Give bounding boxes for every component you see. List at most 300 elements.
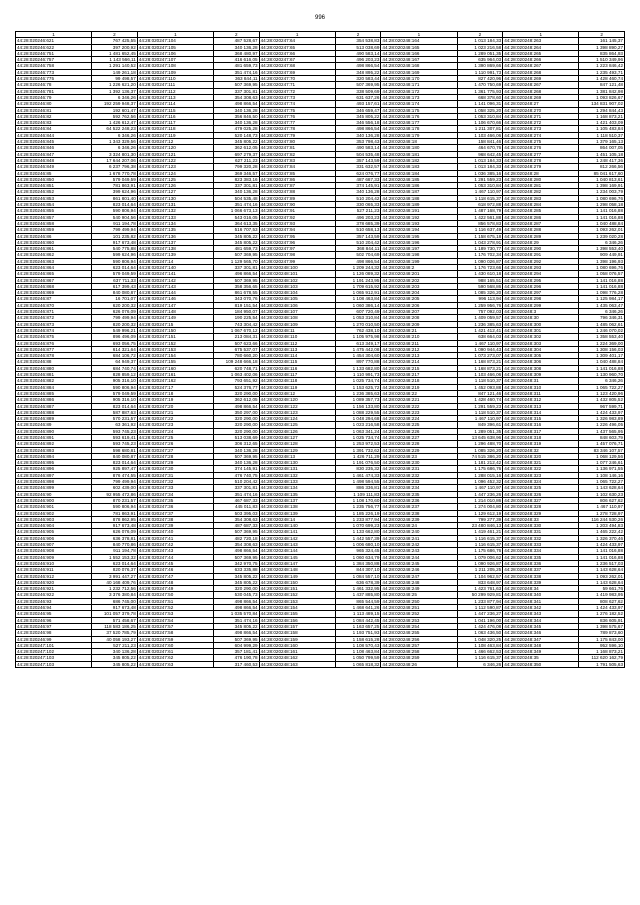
cadastral-value-cell: 1 077 246,61 xyxy=(579,460,625,466)
cadastral-number-cell: 44:28:020248:159 xyxy=(259,636,335,642)
cadastral-number-cell: 44:28:020248:134 xyxy=(259,485,335,491)
cadastral-value-cell: 1 093 262,01 xyxy=(579,573,625,579)
cadastral-number-cell: 44:28:020246:873 xyxy=(16,321,92,327)
cadastral-number-cell: 44:28:020247:32 xyxy=(137,479,213,485)
cadastral-value-cell: 118 583 186,25 xyxy=(92,623,138,629)
cadastral-number-cell: 44:28:020248:243 xyxy=(381,548,457,554)
cadastral-number-cell: 44:28:020248:213 xyxy=(381,353,457,359)
cadastral-number-cell: 44:28:020246:867 xyxy=(16,277,92,283)
cadastral-number-cell: 44:28:020248:160 xyxy=(259,642,335,648)
cadastral-value-cell: 1 113 489,15 xyxy=(335,611,381,617)
cadastral-value-cell: 1 428 460,74 xyxy=(457,397,503,403)
cadastral-number-cell: 44:28:020247:28 xyxy=(137,453,213,459)
cadastral-value-cell: 1 109 111,83 xyxy=(335,491,381,497)
cadastral-value-cell: 684 740,74 xyxy=(92,365,138,371)
cadastral-number-cell: 44:28:020248:144 xyxy=(259,548,335,554)
cadastral-value-cell: 590 806,94 xyxy=(92,258,138,264)
cadastral-number-cell: 44:28:020246:852 xyxy=(16,189,92,195)
cadastral-value-cell: 493 157,61 xyxy=(335,101,381,107)
cadastral-value-cell: 1 141 016,88 xyxy=(579,214,625,220)
cadastral-number-cell: 44:28:020246:850 xyxy=(16,176,92,182)
cadastral-number-cell: 44:28:020248:221 xyxy=(381,397,457,403)
cadastral-value-cell: 345 805,22 xyxy=(335,113,381,119)
cadastral-number-cell: 44:28:020247:135 xyxy=(137,227,213,233)
cadastral-number-cell: 44:28:020248:29 xyxy=(503,239,579,245)
cadastral-number-cell: 44:28:020247:87 xyxy=(259,183,335,189)
cadastral-number-cell: 44:28:020248:110 xyxy=(259,334,335,340)
cadastral-value-cell: 1 023 216,58 xyxy=(335,422,381,428)
cadastral-value-cell: 1 390 869,66 xyxy=(457,63,503,69)
cadastral-number-cell: 44:28:020248:252 xyxy=(381,611,457,617)
cadastral-value-cell: 849 396,61 xyxy=(457,422,503,428)
cadastral-number-cell: 44:28:020247:19 xyxy=(137,397,213,403)
cadastral-number-cell: 44:28:020248:239 xyxy=(381,516,457,522)
cadastral-number-cell: 44:28:020247:82 xyxy=(259,151,335,157)
cadastral-value-cell: 353 798,43 xyxy=(335,139,381,145)
cadastral-number-cell: 44:28:020247:76 xyxy=(259,113,335,119)
cadastral-value-cell: 1 211 205,25 xyxy=(457,567,503,573)
cadastral-number-cell: 44:28:020247:118 xyxy=(137,126,213,132)
cadastral-number-cell: 44:28:020247:120 xyxy=(137,145,213,151)
cadastral-number-cell: 44:28:020248:244 xyxy=(381,554,457,560)
cadastral-number-cell: 44:28:020247:160 xyxy=(137,365,213,371)
cadastral-number-cell: 44:28:020247:23 xyxy=(137,422,213,428)
cadastral-value-cell: 63 361,92 xyxy=(92,422,138,428)
cadastral-number-cell: 44:28:020247:35 xyxy=(137,497,213,503)
cadastral-value-cell: 40 168 409,76 xyxy=(92,579,138,585)
cadastral-number-cell: 44:28:020247:86 xyxy=(259,176,335,182)
cadastral-value-cell: 149 261,18 xyxy=(92,69,138,75)
cadastral-number-cell: 44:28:020248:333 xyxy=(503,542,579,548)
cadastral-value-cell: 1 467 110,97 xyxy=(457,416,503,422)
cadastral-number-cell: 44:28:020248:253 xyxy=(381,617,457,623)
cadastral-number-cell: 44:28:020247:14 xyxy=(137,258,213,264)
cadastral-number-cell: 44:28:020247:59 xyxy=(137,636,213,642)
cadastral-number-cell: 44:28:020248:209 xyxy=(381,321,457,327)
cadastral-value-cell: 1 085 326,20 xyxy=(457,290,503,296)
cadastral-value-cell: 1 447 236,26 xyxy=(457,491,503,497)
cadastral-number-cell: 44:28:020246:881 xyxy=(16,372,92,378)
cadastral-number-cell: 44:28:020248:125 xyxy=(259,422,335,428)
cadastral-value-cell: 74 515 386,20 xyxy=(457,453,503,459)
cadastral-value-cell: 602 439,00 xyxy=(92,485,138,491)
cadastral-number-cell: 44:28:020248:210 xyxy=(381,334,457,340)
cadastral-number-cell: 44:28:020248:238 xyxy=(381,510,457,516)
cadastral-number-cell: 44:28:020247:24 xyxy=(137,428,213,434)
cadastral-value-cell: 1 308 156,03 xyxy=(579,346,625,352)
cadastral-value-cell: 1 043 278,91 xyxy=(457,239,503,245)
cadastral-value-cell: 1 096 452,32 xyxy=(457,479,503,485)
cadastral-value-cell: 1 392 136,37 xyxy=(92,88,138,94)
cadastral-number-cell: 44:28:020246:96 xyxy=(16,617,92,623)
cadastral-value-cell: 1 089 357,73 xyxy=(335,397,381,403)
cadastral-value-cell: 1 065 722,27 xyxy=(579,384,625,390)
cadastral-value-cell: 351 474,16 xyxy=(213,491,259,497)
cadastral-value-cell: 1 398 169,91 xyxy=(579,183,625,189)
cadastral-number-cell: 44:28:020248:349 xyxy=(503,649,579,655)
cadastral-value-cell: 968 642,45 xyxy=(457,151,503,157)
cadastral-value-cell: 1 424 476,08 xyxy=(457,623,503,629)
cadastral-number-cell: 44:28:020248:271 xyxy=(503,113,579,119)
cadastral-number-cell: 44:28:020248:232 xyxy=(381,472,457,478)
cadastral-number-cell: 44:28:020248:22 xyxy=(381,390,457,396)
cadastral-number-cell: 44:28:020247:52 xyxy=(137,605,213,611)
cadastral-number-cell: 44:28:020247:110 xyxy=(137,76,213,82)
cadastral-value-cell: 510 204,42 xyxy=(335,239,381,245)
cadastral-number-cell: 44:28:020248:156 xyxy=(259,617,335,623)
cadastral-number-cell: 44:28:020246:901 xyxy=(16,504,92,510)
column-header: 1 xyxy=(259,32,335,38)
cadastral-value-cell: 504 535,48 xyxy=(335,151,381,157)
cadastral-value-cell: 368 844,11 xyxy=(335,246,381,252)
cadastral-value-cell: 1 108 463,84 xyxy=(457,642,503,648)
cadastral-value-cell: 1 454 304,60 xyxy=(335,353,381,359)
cadastral-value-cell: 1 025 734,74 xyxy=(335,435,381,441)
cadastral-number-cell: 44:28:020248:302 xyxy=(503,334,579,340)
cadastral-number-cell: 44:28:020247:57 xyxy=(137,623,213,629)
cadastral-value-cell: 498 866,54 xyxy=(213,605,259,611)
cadastral-number-cell: 44:28:020247:54 xyxy=(137,617,213,623)
cadastral-value-cell: 1 379 165,13 xyxy=(579,139,625,145)
cadastral-number-cell: 44:28:020248:212 xyxy=(381,346,457,352)
cadastral-number-cell: 44:28:020246:898 xyxy=(16,479,92,485)
cadastral-number-cell: 44:28:020247:103 xyxy=(16,655,92,661)
cadastral-number-cell: 44:28:020247:141 xyxy=(137,271,213,277)
cadastral-number-cell: 44:28:020248:117 xyxy=(259,372,335,378)
cadastral-number-cell: 44:28:020247:53 xyxy=(137,611,213,617)
cadastral-value-cell: 1 226 621,20 xyxy=(92,82,138,88)
cadastral-number-cell: 44:28:020246:95 xyxy=(16,611,92,617)
cadastral-value-cell: 1 435 063,47 xyxy=(579,302,625,308)
cadastral-value-cell: 1 235 756,77 xyxy=(335,504,381,510)
cadastral-number-cell: 44:28:020247:31 xyxy=(137,472,213,478)
cadastral-number-cell: 44:28:020246:81 xyxy=(16,107,92,113)
cadastral-number-cell: 44:28:020248:235 xyxy=(381,491,457,497)
cadastral-value-cell: 1 063 402,06 xyxy=(213,372,259,378)
cadastral-value-cell: 1 067 670,12 xyxy=(213,327,259,333)
cadastral-value-cell: 1 103 466,06 xyxy=(457,372,503,378)
cadastral-value-cell: 1 168 873,21 xyxy=(457,365,503,371)
cadastral-value-cell: 623 014,64 xyxy=(92,560,138,566)
cadastral-number-cell: 44:28:020248:348 xyxy=(503,642,579,648)
cadastral-value-cell: 1 791 505,63 xyxy=(579,661,625,667)
cadastral-number-cell: 44:28:020248:197 xyxy=(381,246,457,252)
cadastral-number-cell: 44:28:020248:305 xyxy=(503,353,579,359)
cadastral-number-cell: 44:28:020247:106 xyxy=(137,50,213,56)
cadastral-value-cell: 1 175 686,76 xyxy=(457,548,503,554)
cadastral-value-cell: 109 248 666,18 xyxy=(213,359,259,365)
cadastral-value-cell: 330 065,33 xyxy=(335,202,381,208)
cadastral-value-cell: 636 378,81 xyxy=(92,535,138,541)
cadastral-value-cell: 530 045,73 xyxy=(213,592,259,598)
cadastral-number-cell: 44:28:020247:38 xyxy=(137,516,213,522)
cadastral-value-cell: 3 991 447,27 xyxy=(92,573,138,579)
cadastral-number-cell: 44:28:020248:32 xyxy=(503,447,579,453)
cadastral-value-cell: 614 321,64 xyxy=(92,346,138,352)
cadastral-number-cell: 44:28:020247:26 xyxy=(137,441,213,447)
cadastral-value-cell: 364 613,35 xyxy=(213,220,259,226)
cadastral-value-cell: 806 627,62 xyxy=(579,497,625,503)
cadastral-value-cell: 909 449,91 xyxy=(579,252,625,258)
cadastral-value-cell: 320 290,00 xyxy=(213,428,259,434)
cadastral-number-cell: 44:28:020247:64 xyxy=(259,38,335,44)
cadastral-number-cell: 44:28:020248:31 xyxy=(503,378,579,384)
cadastral-value-cell: 840 080,87 xyxy=(92,290,138,296)
cadastral-number-cell: 44:28:020248:273 xyxy=(503,126,579,132)
column-header: 2 xyxy=(92,32,138,38)
cadastral-number-cell: 44:28:020248:297 xyxy=(503,290,579,296)
cadastral-value-cell: 808 627,62 xyxy=(579,598,625,604)
cadastral-number-cell: 44:28:020248:25 xyxy=(381,592,457,598)
cadastral-value-cell: 1 288 015,16 xyxy=(457,472,503,478)
cadastral-value-cell: 1 246 070,02 xyxy=(579,327,625,333)
cadastral-value-cell: 1 475 442,08 xyxy=(335,346,381,352)
cadastral-number-cell: 44:28:020248:186 xyxy=(381,183,457,189)
cadastral-value-cell: 1 296 488,70 xyxy=(457,441,503,447)
cadastral-number-cell: 44:28:020248:230 xyxy=(381,460,457,466)
cadastral-number-cell: 44:28:020248:276 xyxy=(503,145,579,151)
cadastral-number-cell: 44:28:020248:167 xyxy=(381,57,457,63)
cadastral-value-cell: 1 118 510,37 xyxy=(457,409,503,415)
cadastral-number-cell: 44:28:020248:327 xyxy=(503,497,579,503)
cadastral-number-cell: 44:28:020248:162 xyxy=(259,655,335,661)
cadastral-value-cell: 340 136,28 xyxy=(213,107,259,113)
cadastral-number-cell: 44:28:020247:63 xyxy=(137,661,213,667)
cadastral-value-cell: 498 866,54 xyxy=(335,63,381,69)
cadastral-number-cell: 44:28:020248:188 xyxy=(381,195,457,201)
cadastral-value-cell: 354 538,83 xyxy=(335,38,381,44)
cadastral-number-cell: 44:28:020246:863 xyxy=(16,258,92,264)
cadastral-number-cell: 44:28:020247:12 xyxy=(137,139,213,145)
cadastral-number-cell: 44:28:020248:281 xyxy=(503,183,579,189)
cadastral-number-cell: 44:28:020246:773 xyxy=(16,69,92,75)
cadastral-number-cell: 44:28:020248:237 xyxy=(381,504,457,510)
cadastral-number-cell: 44:28:020248:202 xyxy=(381,277,457,283)
cadastral-value-cell: 1 361 775,93 xyxy=(457,88,503,94)
cadastral-value-cell: 345 805,22 xyxy=(213,239,259,245)
cadastral-value-cell: 507 369,95 xyxy=(213,82,259,88)
cadastral-value-cell: 1 093 826,67 xyxy=(579,94,625,100)
cadastral-value-cell: 487 528,67 xyxy=(213,38,259,44)
cadastral-number-cell: 44:28:020247:139 xyxy=(137,252,213,258)
cadastral-value-cell: 64 522 248,23 xyxy=(92,126,138,132)
cadastral-number-cell: 44:28:020247:46 xyxy=(137,567,213,573)
cadastral-number-cell: 44:28:020247:133 xyxy=(137,214,213,220)
cadastral-value-cell: 590 568,86 xyxy=(457,283,503,289)
cadastral-number-cell: 44:28:020248:201 xyxy=(381,271,457,277)
cadastral-number-cell: 44:28:020247:88 xyxy=(259,189,335,195)
cadastral-value-cell: 354 308,63 xyxy=(213,542,259,548)
cadastral-number-cell: 44:28:020247:49 xyxy=(137,586,213,592)
cadastral-number-cell: 44:28:020247:41 xyxy=(137,535,213,541)
cadastral-value-cell: 445 011,83 xyxy=(213,504,259,510)
cadastral-number-cell: 44:28:020247:75 xyxy=(259,107,335,113)
cadastral-value-cell: 864 007,05 xyxy=(579,145,625,151)
cadastral-value-cell: 675 537,07 xyxy=(213,346,259,352)
cadastral-number-cell: 44:28:020248:3 xyxy=(503,309,579,315)
cadastral-value-cell: 1 468 641,26 xyxy=(335,605,381,611)
cadastral-value-cell: 340 136,28 xyxy=(213,447,259,453)
cadastral-number-cell: 44:28:020247:99 xyxy=(259,258,335,264)
cadastral-value-cell: 40 058 193,27 xyxy=(92,636,138,642)
cadastral-value-cell: 1 437 565,95 xyxy=(579,428,625,434)
cadastral-number-cell: 44:28:020247:117 xyxy=(137,120,213,126)
cadastral-value-cell: 498 866,54 xyxy=(213,101,259,107)
cadastral-number-cell: 44:28:020248:2 xyxy=(381,264,457,270)
cadastral-value-cell: 184 950,07 xyxy=(213,309,259,315)
cadastral-number-cell: 44:28:020247:153 xyxy=(137,346,213,352)
cadastral-number-cell: 44:28:020246:78 xyxy=(16,82,92,88)
cadastral-value-cell: 1 153 625,72 xyxy=(335,384,381,390)
cadastral-value-cell: 967 599,71 xyxy=(579,403,625,409)
cadastral-number-cell: 44:28:020248:205 xyxy=(381,296,457,302)
cadastral-number-cell: 44:28:020247:43 xyxy=(137,548,213,554)
cadastral-number-cell: 44:28:020247:112 xyxy=(137,88,213,94)
cadastral-value-cell: 617 399,43 xyxy=(92,283,138,289)
cadastral-value-cell: 1 158 615,28 xyxy=(335,636,381,642)
cadastral-value-cell: 911 194,78 xyxy=(92,220,138,226)
column-header: 1 xyxy=(137,32,213,38)
cadastral-value-cell: 1 437 885,80 xyxy=(335,592,381,598)
cadastral-value-cell: 604 999,29 xyxy=(213,642,259,648)
cadastral-value-cell: 345 805,22 xyxy=(92,661,138,667)
cadastral-number-cell: 44:28:020248:225 xyxy=(381,422,457,428)
cadastral-value-cell: 1 090 026,87 xyxy=(457,258,503,264)
column-header: 2 xyxy=(579,32,625,38)
cadastral-value-cell: 1 141 016,88 xyxy=(579,554,625,560)
cadastral-number-cell: 44:28:020248:192 xyxy=(381,214,457,220)
cadastral-number-cell: 44:28:020248:311 xyxy=(503,390,579,396)
cadastral-value-cell: 1 053 310,84 xyxy=(335,315,381,321)
cadastral-value-cell: 1 175 843,00 xyxy=(579,636,625,642)
cadastral-number-cell: 44:28:020248:340 xyxy=(503,592,579,598)
cadastral-value-cell: 487 687,33 xyxy=(335,176,381,182)
cadastral-number-cell: 44:28:020248:108 xyxy=(259,315,335,321)
cadastral-value-cell: 781 863,91 xyxy=(92,510,138,516)
cadastral-value-cell: 507 369,95 xyxy=(213,529,259,535)
cadastral-number-cell: 44:28:020248:13 xyxy=(259,453,335,459)
cadastral-value-cell: 6 346,26 xyxy=(92,94,138,100)
cadastral-value-cell: 799 499,94 xyxy=(92,227,138,233)
cadastral-number-cell: 44:28:020248:24 xyxy=(381,523,457,529)
cadastral-number-cell: 44:28:020248:331 xyxy=(503,529,579,535)
cadastral-number-cell: 44:28:020247:51 xyxy=(137,598,213,604)
cadastral-number-cell: 44:28:020248:229 xyxy=(381,447,457,453)
cadastral-value-cell: 905 316,10 xyxy=(92,378,138,384)
cadastral-number-cell: 44:28:020247:105 xyxy=(137,44,213,50)
cadastral-value-cell: 865 544,59 xyxy=(335,598,381,604)
cadastral-number-cell: 44:28:020247:89 xyxy=(259,195,335,201)
cadastral-value-cell: 540 904,56 xyxy=(92,214,138,220)
cadastral-value-cell: 1 108 170,60 xyxy=(335,497,381,503)
cadastral-value-cell: 340 136,28 xyxy=(92,649,138,655)
cadastral-number-cell: 44:28:020247:67 xyxy=(259,57,335,63)
cadastral-number-cell: 44:28:020248:330 xyxy=(503,523,579,529)
cadastral-number-cell: 44:28:020248:304 xyxy=(503,346,579,352)
cadastral-value-table xyxy=(15,31,625,668)
cadastral-number-cell: 44:28:020247:79 xyxy=(259,132,335,138)
cadastral-value-cell: 213 084,31 xyxy=(213,334,259,340)
cadastral-number-cell: 44:28:020248:258 xyxy=(381,649,457,655)
cadastral-value-cell: 1 104 962,57 xyxy=(457,573,503,579)
cadastral-value-cell: 1 035 570,84 xyxy=(213,611,259,617)
cadastral-number-cell: 44:28:020247:93 xyxy=(259,220,335,226)
cadastral-number-cell: 44:28:020248:292 xyxy=(503,258,579,264)
cadastral-value-cell: 1 289 051,35 xyxy=(457,428,503,434)
cadastral-number-cell: 44:28:020247:155 xyxy=(137,359,213,365)
cadastral-value-cell: 1 428 460,74 xyxy=(579,76,625,82)
cadastral-number-cell: 44:28:020248:151 xyxy=(259,586,335,592)
cadastral-value-cell: 870 231,57 xyxy=(92,497,138,503)
cadastral-value-cell: 1 203 494,83 xyxy=(579,523,625,529)
cadastral-value-cell: 1 467 110,97 xyxy=(457,340,503,346)
cadastral-value-cell: 897 770,88 xyxy=(335,359,381,365)
cadastral-value-cell: 1 419 983,95 xyxy=(579,592,625,598)
cadastral-number-cell: 44:28:020248:35 xyxy=(503,655,579,661)
cadastral-value-cell: 1 048 294,68 xyxy=(335,416,381,422)
cadastral-number-cell: 44:28:020248:290 xyxy=(503,246,579,252)
cadastral-value-cell: 1 510 349,96 xyxy=(579,57,625,63)
cadastral-number-cell: 44:28:020248:12 xyxy=(259,390,335,396)
cadastral-value-cell: 507 369,95 xyxy=(335,82,381,88)
cadastral-value-cell: 1 040 488,84 xyxy=(579,220,625,226)
cadastral-value-cell: 540 775,88 xyxy=(92,246,138,252)
cadastral-number-cell: 44:28:020248:152 xyxy=(259,592,335,598)
cadastral-number-cell: 44:28:020248:168 xyxy=(381,63,457,69)
cadastral-number-cell: 44:28:020248:27 xyxy=(503,101,579,107)
cadastral-value-cell: 490 583,14 xyxy=(335,50,381,56)
cadastral-value-cell: 507 369,95 xyxy=(213,636,259,642)
cadastral-value-cell: 101 235,82 xyxy=(92,233,138,239)
cadastral-value-cell: 37 520 785,79 xyxy=(92,630,138,636)
cadastral-number-cell: 44:28:020248:122 xyxy=(259,403,335,409)
cadastral-value-cell: 1 133 682,80 xyxy=(335,365,381,371)
cadastral-value-cell: 823 014,64 xyxy=(92,202,138,208)
cadastral-number-cell: 44:28:020247:151 xyxy=(137,334,213,340)
cadastral-number-cell: 44:28:020248:126 xyxy=(259,428,335,434)
cadastral-value-cell: 340 136,28 xyxy=(213,44,259,50)
cadastral-value-cell: 1 060 386,14 xyxy=(335,302,381,308)
cadastral-value-cell: 613 349,17 xyxy=(335,340,381,346)
cadastral-value-cell: 64 949,37 xyxy=(92,359,138,365)
cadastral-number-cell: 44:28:020247:27 xyxy=(137,447,213,453)
cadastral-number-cell: 44:28:020246:887 xyxy=(16,403,92,409)
cadastral-number-cell: 44:28:020248:215 xyxy=(381,365,457,371)
cadastral-value-cell: 635 964,03 xyxy=(457,57,503,63)
cadastral-number-cell: 44:28:020246:922 xyxy=(16,592,92,598)
cadastral-number-cell: 44:28:020248:203 xyxy=(381,283,457,289)
cadastral-number-cell: 44:28:020246:84 xyxy=(16,126,92,132)
cadastral-value-cell: 848 603,79 xyxy=(579,435,625,441)
cadastral-number-cell: 44:28:020248:301 xyxy=(503,327,579,333)
cadastral-value-cell: 337 301,81 xyxy=(213,264,259,270)
cadastral-value-cell: 1 381 842,98 xyxy=(579,88,625,94)
cadastral-value-cell: 1 105 975,98 xyxy=(335,334,381,340)
cadastral-number-cell: 44:28:020248:286 xyxy=(503,214,579,220)
cadastral-number-cell: 44:28:020247:71 xyxy=(259,82,335,88)
cadastral-value-cell: 1 108 463,84 xyxy=(335,649,381,655)
cadastral-value-cell: 1 065 912,91 xyxy=(335,290,381,296)
cadastral-number-cell: 44:28:020248:314 xyxy=(503,409,579,415)
cadastral-value-cell: 340 136,28 xyxy=(213,189,259,195)
cadastral-value-cell: 570 231,57 xyxy=(92,416,138,422)
cadastral-number-cell: 44:28:020246:908 xyxy=(16,548,92,554)
cadastral-number-cell: 44:28:020246:893 xyxy=(16,447,92,453)
cadastral-number-cell: 44:28:020247:70 xyxy=(259,76,335,82)
cadastral-value-cell: 487 687,33 xyxy=(213,523,259,529)
cadastral-number-cell: 44:28:020247:101 xyxy=(16,642,92,648)
cadastral-number-cell: 44:28:020248:242 xyxy=(381,542,457,548)
